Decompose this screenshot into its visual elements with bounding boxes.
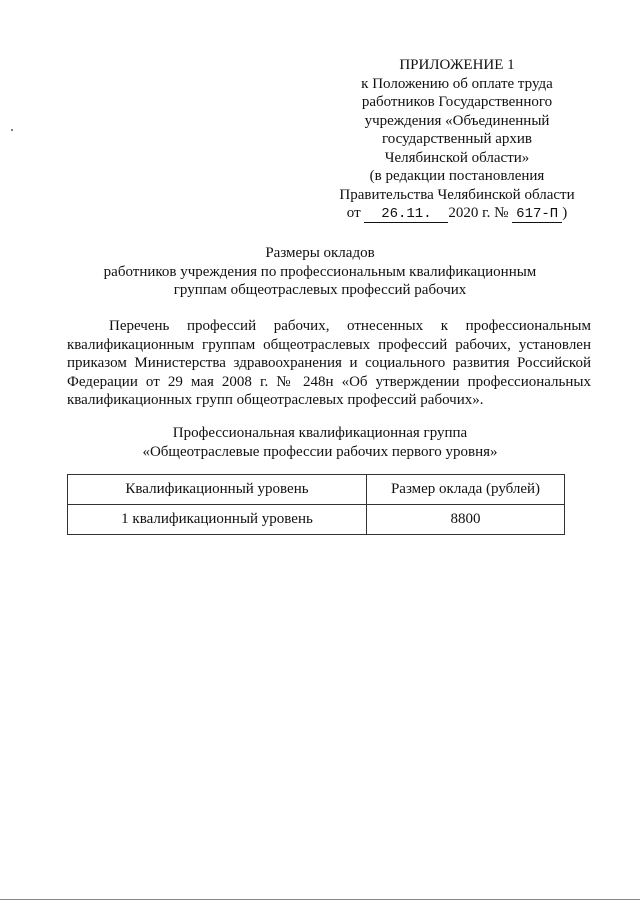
group-line: Профессиональная квалификационная группа [172, 425, 468, 441]
scan-speck [11, 129, 13, 131]
column-header: Размер оклада (рублей) [367, 475, 565, 505]
appendix-line: работников Государственного [361, 94, 553, 110]
appendix-line: Правительства Челябинской области [339, 186, 575, 203]
body-paragraph: Перечень профессий рабочих, отнесенных к профессиональным квалификационным группам общеотраслевых профессий рабочих, установлен приказом Министерства здравоохранения и социального развития Российской Федерации от 29 мая 2008 г. № 248н «Об утверждении профессиональных квалификационных групп общеотраслевых профессий рабочих». [67, 318, 591, 408]
salary-table [67, 474, 565, 535]
table-cell: 1 квалификационный уровень [68, 505, 367, 535]
appendix-header [322, 56, 592, 223]
group-name: «Общеотраслевые профессии рабочих первого уровня» [142, 443, 498, 460]
table-header-row [68, 475, 565, 505]
table-row [68, 505, 565, 535]
table-cell: 8800 [367, 505, 565, 535]
appendix-line: (в редакции постановления [369, 168, 545, 184]
heading-line: Размеры окладов [265, 245, 375, 261]
appendix-line: государственный архив [382, 131, 532, 147]
closing-paren: ) [562, 205, 568, 221]
year-text: 2020 г. № [448, 205, 509, 221]
resolution-number: 617-П [512, 206, 562, 223]
heading-line: группам общеотраслевых профессий рабочих [173, 282, 467, 298]
document-heading [60, 244, 580, 300]
qualification-group-heading [60, 424, 580, 461]
appendix-line: Челябинской области» [384, 149, 530, 166]
heading-line: работников учреждения по профессиональным квалификационным [103, 263, 537, 280]
scan-edge-line [0, 899, 640, 900]
appendix-line: учреждения «Объединенный [364, 112, 550, 129]
resolution-date-line [322, 204, 592, 223]
resolution-date: 26.11. [364, 206, 448, 223]
appendix-line: к Положению об оплате труда [361, 75, 553, 92]
date-prefix: от [346, 205, 361, 221]
appendix-title: ПРИЛОЖЕНИЕ 1 [399, 57, 515, 73]
column-header: Квалификационный уровень [68, 475, 367, 505]
